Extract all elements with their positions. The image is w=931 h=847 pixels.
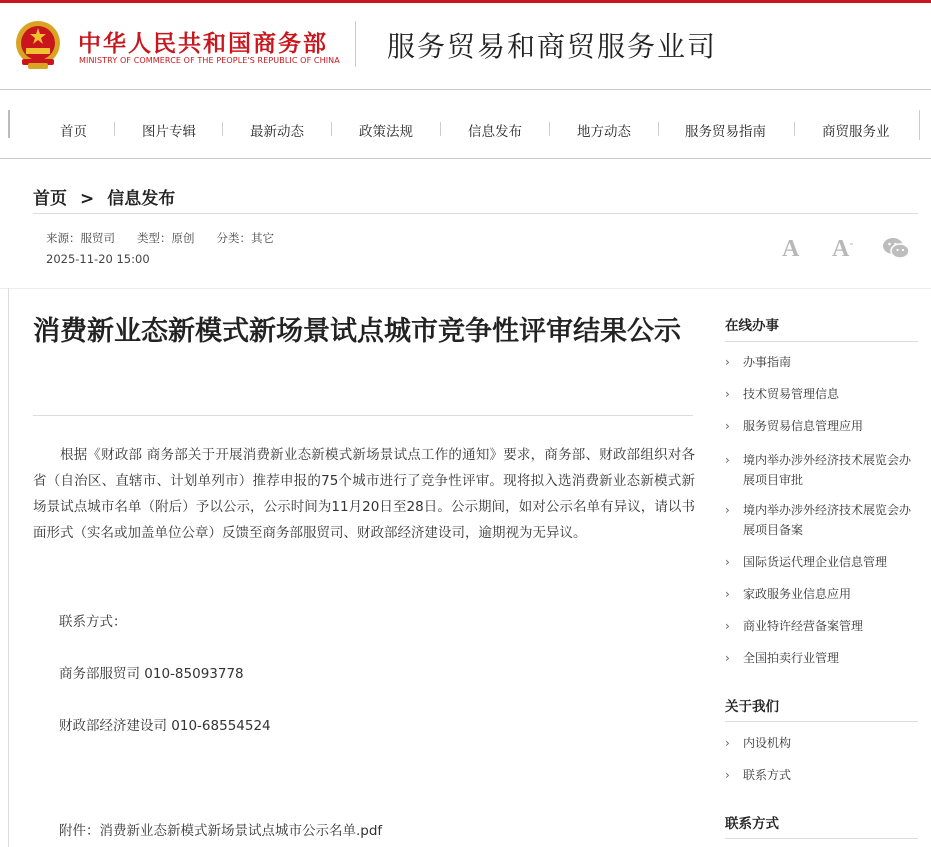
nav-item-latest-news[interactable]: 最新动态 (250, 124, 304, 140)
breadcrumb (33, 184, 175, 209)
meta-type: 类型：原创 (137, 231, 195, 245)
ministry-name-en: MINISTRY OF COMMERCE OF THE PEOPLE'S REPUBLIC OF CHINA (79, 56, 340, 65)
department-title[interactable]: 服务贸易和商贸服务业司 (387, 30, 718, 63)
left-edge-line (8, 288, 9, 847)
nav-item-commerce-services[interactable]: 商贸服务业 (822, 124, 890, 140)
chevron-right-icon: › (725, 651, 730, 665)
article-title: 消费新业态新模式新场景试点城市竞争性评审结果公示 (33, 316, 681, 347)
main-nav (0, 89, 931, 159)
sidebar-item-housekeeping[interactable]: › 家政服务业信息应用 (725, 584, 918, 604)
sidebar-item-tech-trade[interactable]: › 技术贸易管理信息 (725, 384, 918, 404)
contact-mofcom: 商务部服贸司 010-85093778 (59, 666, 244, 682)
meta-category: 分类：其它 (216, 231, 274, 245)
breadcrumb-divider (33, 213, 918, 214)
nav-separator (440, 122, 441, 136)
contact-mof: 财政部经济建设司 010-68554524 (59, 718, 271, 734)
sidebar-divider (725, 341, 918, 342)
chevron-right-icon: › (725, 355, 730, 369)
nav-item-info-release[interactable]: 信息发布 (468, 124, 522, 140)
nav-separator (222, 122, 223, 136)
chevron-right-icon: › (725, 453, 730, 467)
article-meta (46, 230, 274, 246)
contact-label: 联系方式： (59, 614, 127, 630)
national-emblem-icon[interactable] (13, 19, 63, 71)
breadcrumb-home[interactable]: 首页 (33, 189, 67, 209)
nav-separator (331, 122, 332, 136)
chevron-right-icon: › (725, 587, 730, 601)
font-enlarge-icon[interactable]: A (782, 236, 800, 262)
ministry-name-cn[interactable]: 中华人民共和国商务部 (78, 31, 328, 57)
sidebar-item-contact[interactable]: › 联系方式 (725, 765, 918, 785)
sidebar-item-exhibition-filing[interactable]: › 境内举办涉外经济技术展览会办展项目备案 (725, 500, 918, 540)
chevron-right-icon: › (725, 387, 730, 401)
nav-separator (549, 122, 550, 136)
chevron-right-icon: › (725, 555, 730, 569)
sidebar-item-guide[interactable]: › 办事指南 (725, 352, 918, 372)
breadcrumb-separator: > (80, 189, 95, 209)
chevron-right-icon: › (725, 619, 730, 633)
breadcrumb-current[interactable]: 信息发布 (107, 189, 176, 209)
nav-separator (794, 122, 795, 136)
sidebar-item-service-trade-info[interactable]: › 服务贸易信息管理应用 (725, 416, 918, 436)
sidebar-divider (725, 838, 918, 839)
meta-divider (0, 288, 931, 289)
article-paragraph: 根据《财政部 商务部关于开展消费新业态新模式新场景试点工作的通知》要求，商务部、财政部组织对各省（自治区、直辖市、计划单列市）推荐申报的75个城市进行了竞争性评审。现将拟入选消费新业态新模式新场景试点城市名单（附后）予以公示，公示时间为11月20日至28日。公示期间，如对公示名单有异议，请以书面形式（实名或加盖单位公章）反馈至商务部服贸司、财政部经济建设司，逾期视为无异议。 (33, 447, 695, 541)
nav-item-policy[interactable]: 政策法规 (359, 124, 413, 140)
nav-right-bar (919, 110, 920, 140)
sidebar-about-title: 关于我们 (725, 699, 779, 715)
nav-separator (114, 122, 115, 136)
chevron-right-icon: › (725, 768, 730, 782)
sidebar-item-auction[interactable]: › 全国拍卖行业管理 (725, 648, 918, 668)
sidebar-item-freight-agency[interactable]: › 国际货运代理企业信息管理 (725, 552, 918, 572)
nav-item-home[interactable]: 首页 (60, 124, 87, 140)
font-reduce-icon[interactable]: A- (832, 236, 854, 262)
nav-left-bar (8, 110, 10, 138)
chevron-right-icon: › (725, 419, 730, 433)
nav-item-photo-album[interactable]: 图片专辑 (142, 124, 196, 140)
sidebar-online-title: 在线办事 (725, 318, 779, 334)
sidebar-item-franchise[interactable]: › 商业特许经营备案管理 (725, 616, 918, 636)
sidebar-item-exhibition-approval[interactable]: › 境内举办涉外经济技术展览会办展项目审批 (725, 450, 918, 490)
title-divider (33, 415, 693, 416)
header-divider (355, 21, 356, 67)
nav-item-local-news[interactable]: 地方动态 (577, 124, 631, 140)
sidebar-divider (725, 721, 918, 722)
site-header (0, 3, 931, 89)
attachment-link[interactable]: 附件：消费新业态新模式新场景试点城市公示名单.pdf (59, 823, 383, 839)
sidebar-contact-title: 联系方式 (725, 816, 779, 832)
sidebar-item-departments[interactable]: › 内设机构 (725, 733, 918, 753)
chevron-right-icon: › (725, 736, 730, 750)
nav-separator (658, 122, 659, 136)
meta-source: 来源：服贸司 (46, 231, 115, 245)
chevron-right-icon: › (725, 503, 730, 517)
wechat-icon[interactable] (882, 236, 910, 260)
meta-date: 2025-11-20 15:00 (46, 252, 150, 266)
nav-item-trade-guide[interactable]: 服务贸易指南 (685, 124, 766, 140)
